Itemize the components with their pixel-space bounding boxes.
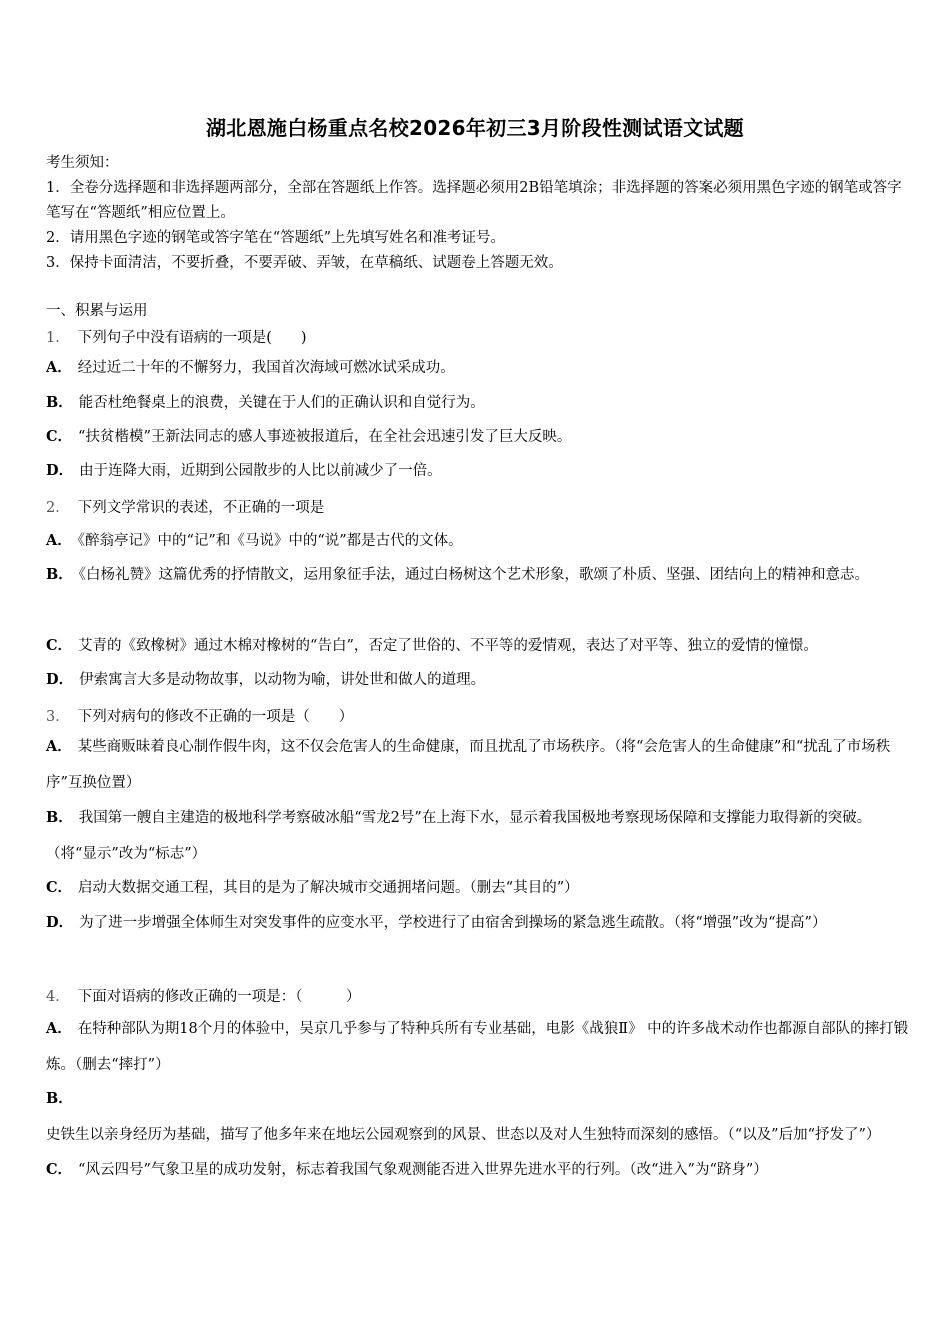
option [46, 1152, 912, 1188]
question-text: 下列句子中没有语病的一项是( ) [77, 330, 307, 346]
option [46, 800, 912, 872]
option-label: A． [46, 1020, 72, 1037]
option-label: B． [46, 566, 73, 583]
question-number: 3． [46, 709, 70, 725]
question-number: 4． [46, 989, 70, 1005]
option-text: 由于连降大雨，近期到公园散步的人比以前减少了一倍。 [79, 463, 442, 479]
option [46, 385, 912, 421]
question-text: 下列文学常识的表述，不正确的一项是 [77, 500, 325, 516]
option-label: D． [46, 671, 74, 688]
option-text: 《白杨礼赞》这篇优秀的抒情散文，运用象征手法，通过白杨树这个艺术形象，歌颂了朴质、坚强、团结向上的精神和意志。 [78, 567, 870, 583]
option [46, 905, 912, 941]
option-label: D． [46, 914, 74, 931]
option [46, 523, 912, 559]
option [46, 1011, 912, 1083]
option-label: A． [46, 738, 72, 755]
option-label: D． [46, 462, 74, 479]
option [46, 419, 912, 455]
notice-item: 1．全卷分选择题和非选择题两部分，全部在答题纸上作答。选择题必须用2B铅笔填涂；非选择题的答案必须用黑色字迹的钢笔或答字笔写在“答题纸”相应位置上。 [46, 180, 902, 221]
question-stem [46, 326, 916, 347]
option-text: 伊索寓言大多是动物故事，以动物为喻，讲处世和做人的道理。 [79, 672, 486, 688]
question-stem [46, 705, 916, 726]
option-label: B． [46, 1090, 73, 1107]
option-text: 能否杜绝餐桌上的浪费，关键在于人们的正确认识和自觉行为。 [78, 395, 485, 411]
option-label: A． [46, 359, 72, 376]
question-text: 下面对语病的修改正确的一项是：（ ） [77, 989, 361, 1005]
option-label: B． [46, 394, 73, 411]
question-number: 1． [46, 330, 70, 346]
option [46, 350, 912, 386]
option-text: 启动大数据交通工程，其目的是为了解决城市交通拥堵问题。（删去“其目的”） [78, 880, 579, 896]
option [46, 870, 912, 906]
option-text: 经过近二十年的不懈努力，我国首次海域可燃冰试采成功。 [77, 360, 455, 376]
option-text: 《醉翁亭记》中的“记”和《马说》中的“说”都是古代的文体。 [77, 533, 463, 549]
question-stem [46, 985, 916, 1006]
option-text: 史铁生以亲身经历为基础，描写了他多年来在地坛公园观察到的风景、世态以及对人生独特而深刻的感悟。（“以及”后加“抒发了”） [46, 1127, 881, 1143]
option-label: B． [46, 809, 73, 826]
option-text: 艾青的《致橡树》通过木棉对橡树的“告白”，否定了世俗的、不平等的爱情观，表达了对平等、独立的爱情的憧憬。 [78, 638, 818, 654]
option-label: C． [46, 637, 73, 654]
option-text: 某些商贩昧着良心制作假牛肉，这不仅会危害人的生命健康，而且扰乱了市场秩序。（将“会危害人的生命健康”和“扰乱了市场秩序”互换位置） [46, 739, 891, 791]
question-text: 下列对病句的修改不正确的一项是（ ） [77, 709, 354, 725]
question-number: 2． [46, 500, 70, 516]
notice-heading: 考生须知： [46, 155, 119, 171]
section-heading: 一、积累与运用 [46, 303, 148, 319]
notice-list [46, 176, 908, 276]
option-label: C． [46, 1161, 73, 1178]
option [46, 662, 912, 698]
option-label: A． [46, 532, 72, 549]
option-text: “扶贫楷模”王新法同志的感人事迹被报道后，在全社会迅速引发了巨大反映。 [78, 429, 572, 445]
notice-item: 3．保持卡面清洁，不要折叠，不要弄破、弄皱，在草稿纸、试题卷上答题无效。 [46, 255, 563, 271]
option-text: 为了进一步增强全体师生对突发事件的应变水平，学校进行了由宿舍到操场的紧急逃生疏散。（将“增强”改为“提高”） [79, 915, 827, 931]
option-label: C． [46, 879, 73, 896]
option [46, 1081, 912, 1153]
option [46, 557, 912, 593]
option-label: C． [46, 428, 73, 445]
option-text: “风云四号”气象卫星的成功发射，标志着我国气象观测能否进入世界先进水平的行列。（改“进入”为“跻身”） [78, 1162, 768, 1178]
option-text: 在特种部队为期18个月的体验中，吴京几乎参与了特种兵所有专业基础，电影《战狼Ⅱ》 中的许多战术动作也都源自部队的摔打锻炼。（删去“摔打”） [46, 1021, 909, 1073]
option [46, 628, 926, 664]
option [46, 453, 912, 489]
option [46, 729, 912, 801]
option-text: 我国第一艘自主建造的极地科学考察破冰船“雪龙2号”在上海下水，显示着我国极地考察现场保障和支撑能力取得新的突破。（将“显示”改为“标志”） [46, 810, 872, 862]
page-title: 湖北恩施白杨重点名校2026年初三3月阶段性测试语文试题 [206, 116, 744, 140]
notice-item: 2．请用黑色字迹的钢笔或答字笔在“答题纸”上先填写姓名和准考证号。 [46, 230, 506, 246]
question-stem [46, 496, 916, 517]
